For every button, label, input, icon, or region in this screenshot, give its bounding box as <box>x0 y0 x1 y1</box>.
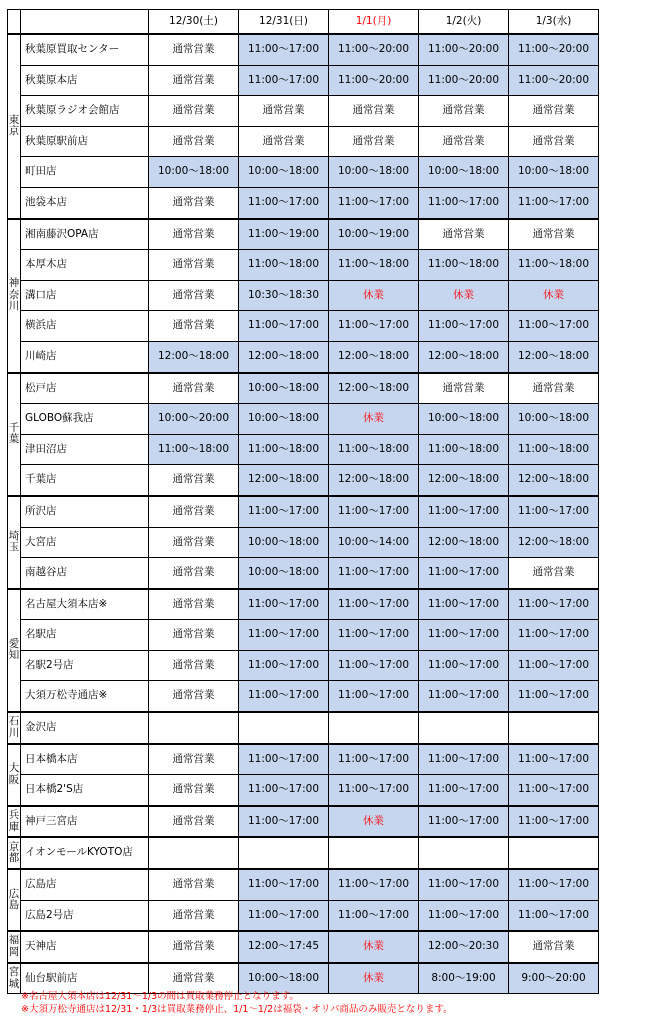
hours-cell: 11:00〜17:00 <box>329 681 419 712</box>
hours-cell: 12:00〜20:30 <box>419 931 509 963</box>
region-label: 宮城 <box>8 963 21 994</box>
store-name: 秋葉原ラジオ会館店 <box>21 96 149 127</box>
hours-cell: 11:00〜17:00 <box>239 806 329 838</box>
hours-cell: 11:00〜17:00 <box>509 311 599 342</box>
table-row <box>8 34 599 65</box>
table-row <box>8 650 599 681</box>
hours-cell: 11:00〜18:00 <box>509 250 599 281</box>
store-rows <box>8 34 599 994</box>
table-row <box>8 681 599 712</box>
header-date-0102: 1/2(火) <box>419 10 509 35</box>
store-name: 仙台駅前店 <box>21 963 149 994</box>
hours-cell <box>149 712 239 744</box>
hours-cell: 通常営業 <box>149 620 239 651</box>
hours-cell <box>509 712 599 744</box>
hours-cell: 通常営業 <box>149 806 239 838</box>
hours-cell: 通常営業 <box>149 311 239 342</box>
table-row <box>8 712 599 744</box>
hours-cell: 通常営業 <box>419 219 509 250</box>
hours-cell: 11:00〜17:00 <box>419 187 509 218</box>
hours-cell: 11:00〜17:00 <box>509 869 599 900</box>
hours-cell: 12:00〜18:00 <box>239 465 329 496</box>
hours-cell: 10:00〜20:00 <box>149 404 239 435</box>
hours-cell: 10:00〜18:00 <box>239 963 329 994</box>
table-row <box>8 806 599 838</box>
hours-cell: 8:00〜19:00 <box>419 963 509 994</box>
hours-cell: 12:00〜18:00 <box>509 527 599 558</box>
table-row <box>8 157 599 188</box>
hours-cell: 12:00〜18:00 <box>419 527 509 558</box>
hours-cell: 通常営業 <box>239 126 329 157</box>
hours-cell: 11:00〜17:00 <box>419 681 509 712</box>
table-row <box>8 496 599 527</box>
hours-cell: 休業 <box>509 280 599 311</box>
hours-cell: 10:00〜18:00 <box>419 404 509 435</box>
hours-cell: 11:00〜17:00 <box>329 744 419 775</box>
hours-cell: 11:00〜20:00 <box>509 34 599 65</box>
holiday-hours-sheet <box>7 9 599 994</box>
hours-cell: 通常営業 <box>149 373 239 404</box>
hours-cell <box>239 837 329 869</box>
hours-cell: 11:00〜17:00 <box>509 900 599 931</box>
hours-cell: 10:00〜14:00 <box>329 527 419 558</box>
hours-cell: 11:00〜20:00 <box>329 65 419 96</box>
store-name: 秋葉原駅前店 <box>21 126 149 157</box>
store-name: 日本橋本店 <box>21 744 149 775</box>
hours-cell: 休業 <box>329 806 419 838</box>
region-label: 神奈川 <box>8 219 21 373</box>
hours-cell <box>329 712 419 744</box>
store-name: 横浜店 <box>21 311 149 342</box>
hours-cell: 10:00〜19:00 <box>329 219 419 250</box>
hours-cell: 11:00〜17:00 <box>329 620 419 651</box>
table-row <box>8 250 599 281</box>
hours-cell <box>329 837 419 869</box>
hours-cell: 通常営業 <box>239 96 329 127</box>
hours-cell: 12:00〜18:00 <box>329 373 419 404</box>
store-name: 日本橋2'S店 <box>21 775 149 806</box>
hours-cell: 通常営業 <box>419 373 509 404</box>
hours-cell: 通常営業 <box>149 558 239 589</box>
hours-cell: 12:00〜18:00 <box>239 341 329 372</box>
hours-cell: 通常営業 <box>149 96 239 127</box>
hours-cell: 11:00〜17:00 <box>239 65 329 96</box>
header-date-0103: 1/3(水) <box>509 10 599 35</box>
store-name: 名駅店 <box>21 620 149 651</box>
table-row <box>8 558 599 589</box>
hours-cell: 11:00〜17:00 <box>509 496 599 527</box>
table-row <box>8 65 599 96</box>
hours-cell: 11:00〜18:00 <box>509 434 599 465</box>
hours-cell: 12:00〜18:00 <box>509 341 599 372</box>
hours-cell: 10:30〜18:30 <box>239 280 329 311</box>
hours-cell: 11:00〜17:00 <box>239 869 329 900</box>
hours-cell: 11:00〜18:00 <box>419 250 509 281</box>
hours-cell: 通常営業 <box>149 126 239 157</box>
hours-cell: 11:00〜18:00 <box>419 434 509 465</box>
hours-cell: 10:00〜18:00 <box>509 404 599 435</box>
hours-cell: 11:00〜17:00 <box>419 900 509 931</box>
store-name: 町田店 <box>21 157 149 188</box>
hours-cell: 通常営業 <box>509 558 599 589</box>
table-row <box>8 373 599 404</box>
table-row <box>8 527 599 558</box>
region-label: 埼玉 <box>8 496 21 589</box>
hours-cell: 11:00〜20:00 <box>329 34 419 65</box>
hours-cell: 10:00〜18:00 <box>419 157 509 188</box>
hours-cell: 10:00〜18:00 <box>329 157 419 188</box>
header-store <box>21 10 149 35</box>
table-row <box>8 744 599 775</box>
header-date-1231: 12/31(日) <box>239 10 329 35</box>
hours-cell: 11:00〜17:00 <box>419 869 509 900</box>
store-name: 広島店 <box>21 869 149 900</box>
footnotes <box>21 990 453 1016</box>
hours-cell: 通常営業 <box>149 65 239 96</box>
store-name: 大須万松寺通店※ <box>21 681 149 712</box>
hours-cell: 11:00〜17:00 <box>239 34 329 65</box>
hours-cell: 通常営業 <box>149 869 239 900</box>
region-label: 大阪 <box>8 744 21 806</box>
hours-cell <box>419 837 509 869</box>
store-name: 名駅2号店 <box>21 650 149 681</box>
hours-cell: 休業 <box>419 280 509 311</box>
hours-cell: 通常営業 <box>509 219 599 250</box>
hours-cell: 12:00〜18:00 <box>149 341 239 372</box>
hours-cell: 11:00〜18:00 <box>329 434 419 465</box>
hours-cell: 通常営業 <box>509 96 599 127</box>
hours-cell: 11:00〜17:00 <box>419 496 509 527</box>
table-row <box>8 775 599 806</box>
hours-cell: 11:00〜17:00 <box>509 650 599 681</box>
region-label: 福岡 <box>8 931 21 963</box>
region-label: 兵庫 <box>8 806 21 838</box>
hours-cell: 通常営業 <box>329 96 419 127</box>
hours-cell: 10:00〜18:00 <box>509 157 599 188</box>
table-row <box>8 311 599 342</box>
table-row <box>8 404 599 435</box>
region-label: 愛知 <box>8 589 21 712</box>
hours-cell: 休業 <box>329 404 419 435</box>
hours-cell: 11:00〜17:00 <box>509 681 599 712</box>
hours-cell <box>509 837 599 869</box>
hours-cell: 10:00〜18:00 <box>239 404 329 435</box>
hours-cell: 通常営業 <box>149 496 239 527</box>
hours-cell: 11:00〜17:00 <box>239 589 329 620</box>
hours-cell: 通常営業 <box>149 681 239 712</box>
hours-cell: 11:00〜17:00 <box>239 744 329 775</box>
store-name: 天神店 <box>21 931 149 963</box>
store-name: GLOBO蘇我店 <box>21 404 149 435</box>
table-row <box>8 219 599 250</box>
store-name: 所沢店 <box>21 496 149 527</box>
hours-cell: 11:00〜17:00 <box>239 311 329 342</box>
hours-cell: 通常営業 <box>149 280 239 311</box>
store-name: 広島2号店 <box>21 900 149 931</box>
hours-cell: 10:00〜18:00 <box>239 157 329 188</box>
table-row <box>8 341 599 372</box>
store-name: 川崎店 <box>21 341 149 372</box>
footnote-osu-banshoji: ※大須万松寺通店は12/31・1/3は買取業務停止、1/1〜1/2は福袋・オリパ商品のみ販売となります。 <box>21 1004 453 1015</box>
header-date-1230: 12/30(土) <box>149 10 239 35</box>
hours-cell: 通常営業 <box>509 126 599 157</box>
hours-cell: 12:00〜18:00 <box>509 465 599 496</box>
hours-cell: 通常営業 <box>149 465 239 496</box>
holiday-hours-table <box>7 9 599 994</box>
hours-cell: 11:00〜18:00 <box>149 434 239 465</box>
store-name: 溝口店 <box>21 280 149 311</box>
hours-cell: 休業 <box>329 280 419 311</box>
hours-cell: 10:00〜18:00 <box>239 373 329 404</box>
hours-cell: 11:00〜17:00 <box>239 496 329 527</box>
table-row <box>8 126 599 157</box>
store-name: 南越谷店 <box>21 558 149 589</box>
hours-cell: 10:00〜18:00 <box>239 558 329 589</box>
hours-cell: 11:00〜17:00 <box>239 187 329 218</box>
hours-cell: 通常営業 <box>149 775 239 806</box>
table-row <box>8 837 599 869</box>
region-label: 東京 <box>8 34 21 219</box>
header-row <box>8 10 599 35</box>
store-name: 松戸店 <box>21 373 149 404</box>
hours-cell: 11:00〜17:00 <box>509 775 599 806</box>
hours-cell: 通常営業 <box>149 589 239 620</box>
store-name: 秋葉原買取センター <box>21 34 149 65</box>
hours-cell: 11:00〜17:00 <box>509 744 599 775</box>
hours-cell: 11:00〜19:00 <box>239 219 329 250</box>
hours-cell: 11:00〜17:00 <box>239 775 329 806</box>
hours-cell: 9:00〜20:00 <box>509 963 599 994</box>
store-name: 本厚木店 <box>21 250 149 281</box>
footnote-osu-honten: ※名古屋大須本店は12/31〜1/3の間は買取業務停止となります。 <box>21 991 299 1002</box>
hours-cell: 11:00〜17:00 <box>509 589 599 620</box>
hours-cell: 11:00〜18:00 <box>329 250 419 281</box>
store-name: 池袋本店 <box>21 187 149 218</box>
store-name: 湘南藤沢OPA店 <box>21 219 149 250</box>
table-row <box>8 589 599 620</box>
hours-cell: 通常営業 <box>149 744 239 775</box>
hours-cell <box>239 712 329 744</box>
header-region <box>8 10 21 35</box>
hours-cell: 10:00〜18:00 <box>239 527 329 558</box>
hours-cell: 通常営業 <box>329 126 419 157</box>
table-row <box>8 280 599 311</box>
table-row <box>8 931 599 963</box>
hours-cell: 11:00〜17:00 <box>329 589 419 620</box>
hours-cell: 11:00〜17:00 <box>329 558 419 589</box>
hours-cell: 通常営業 <box>149 931 239 963</box>
hours-cell: 11:00〜17:00 <box>329 496 419 527</box>
hours-cell: 12:00〜18:00 <box>329 465 419 496</box>
table-row <box>8 900 599 931</box>
table-row <box>8 869 599 900</box>
table-row <box>8 187 599 218</box>
hours-cell: 通常営業 <box>149 34 239 65</box>
hours-cell: 11:00〜17:00 <box>329 775 419 806</box>
hours-cell: 11:00〜17:00 <box>509 187 599 218</box>
hours-cell: 12:00〜18:00 <box>419 341 509 372</box>
hours-cell: 11:00〜17:00 <box>329 187 419 218</box>
region-label: 千葉 <box>8 373 21 496</box>
hours-cell: 11:00〜17:00 <box>239 620 329 651</box>
hours-cell: 11:00〜17:00 <box>419 775 509 806</box>
hours-cell: 通常営業 <box>419 96 509 127</box>
hours-cell <box>149 837 239 869</box>
hours-cell: 通常営業 <box>149 250 239 281</box>
hours-cell: 10:00〜18:00 <box>149 157 239 188</box>
hours-cell: 11:00〜17:00 <box>419 620 509 651</box>
hours-cell: 通常営業 <box>509 931 599 963</box>
hours-cell: 通常営業 <box>149 187 239 218</box>
hours-cell: 11:00〜17:00 <box>419 806 509 838</box>
hours-cell: 11:00〜17:00 <box>419 311 509 342</box>
hours-cell: 11:00〜17:00 <box>329 650 419 681</box>
hours-cell: 通常営業 <box>509 373 599 404</box>
store-name: 名古屋大須本店※ <box>21 589 149 620</box>
table-row <box>8 96 599 127</box>
hours-cell: 12:00〜18:00 <box>329 341 419 372</box>
store-name: 津田沼店 <box>21 434 149 465</box>
header-date-0101: 1/1(月) <box>329 10 419 35</box>
hours-cell: 11:00〜17:00 <box>329 900 419 931</box>
hours-cell: 11:00〜17:00 <box>329 311 419 342</box>
region-label: 京都 <box>8 837 21 869</box>
store-name: 金沢店 <box>21 712 149 744</box>
hours-cell: 通常営業 <box>149 527 239 558</box>
hours-cell: 11:00〜17:00 <box>239 900 329 931</box>
hours-cell: 11:00〜20:00 <box>509 65 599 96</box>
hours-cell: 11:00〜17:00 <box>509 620 599 651</box>
store-name: 神戸三宮店 <box>21 806 149 838</box>
table-row <box>8 465 599 496</box>
hours-cell: 11:00〜20:00 <box>419 34 509 65</box>
hours-cell: 通常営業 <box>149 219 239 250</box>
hours-cell: 休業 <box>329 931 419 963</box>
table-row <box>8 620 599 651</box>
hours-cell: 通常営業 <box>149 900 239 931</box>
hours-cell: 11:00〜17:00 <box>419 744 509 775</box>
store-name: 千葉店 <box>21 465 149 496</box>
hours-cell: 休業 <box>329 963 419 994</box>
hours-cell: 12:00〜17:45 <box>239 931 329 963</box>
hours-cell: 11:00〜17:00 <box>239 650 329 681</box>
hours-cell: 通常営業 <box>149 963 239 994</box>
hours-cell <box>419 712 509 744</box>
hours-cell: 11:00〜17:00 <box>329 869 419 900</box>
hours-cell: 11:00〜18:00 <box>239 434 329 465</box>
hours-cell: 12:00〜18:00 <box>419 465 509 496</box>
hours-cell: 11:00〜17:00 <box>419 558 509 589</box>
store-name: 大宮店 <box>21 527 149 558</box>
hours-cell: 11:00〜17:00 <box>509 806 599 838</box>
hours-cell: 11:00〜17:00 <box>419 650 509 681</box>
region-label: 広島 <box>8 869 21 931</box>
hours-cell: 通常営業 <box>149 650 239 681</box>
store-name: イオンモールKYOTO店 <box>21 837 149 869</box>
hours-cell: 11:00〜17:00 <box>419 589 509 620</box>
hours-cell: 通常営業 <box>419 126 509 157</box>
hours-cell: 11:00〜20:00 <box>419 65 509 96</box>
hours-cell: 11:00〜18:00 <box>239 250 329 281</box>
hours-cell: 11:00〜17:00 <box>239 681 329 712</box>
table-row <box>8 434 599 465</box>
store-name: 秋葉原本店 <box>21 65 149 96</box>
region-label: 石川 <box>8 712 21 744</box>
